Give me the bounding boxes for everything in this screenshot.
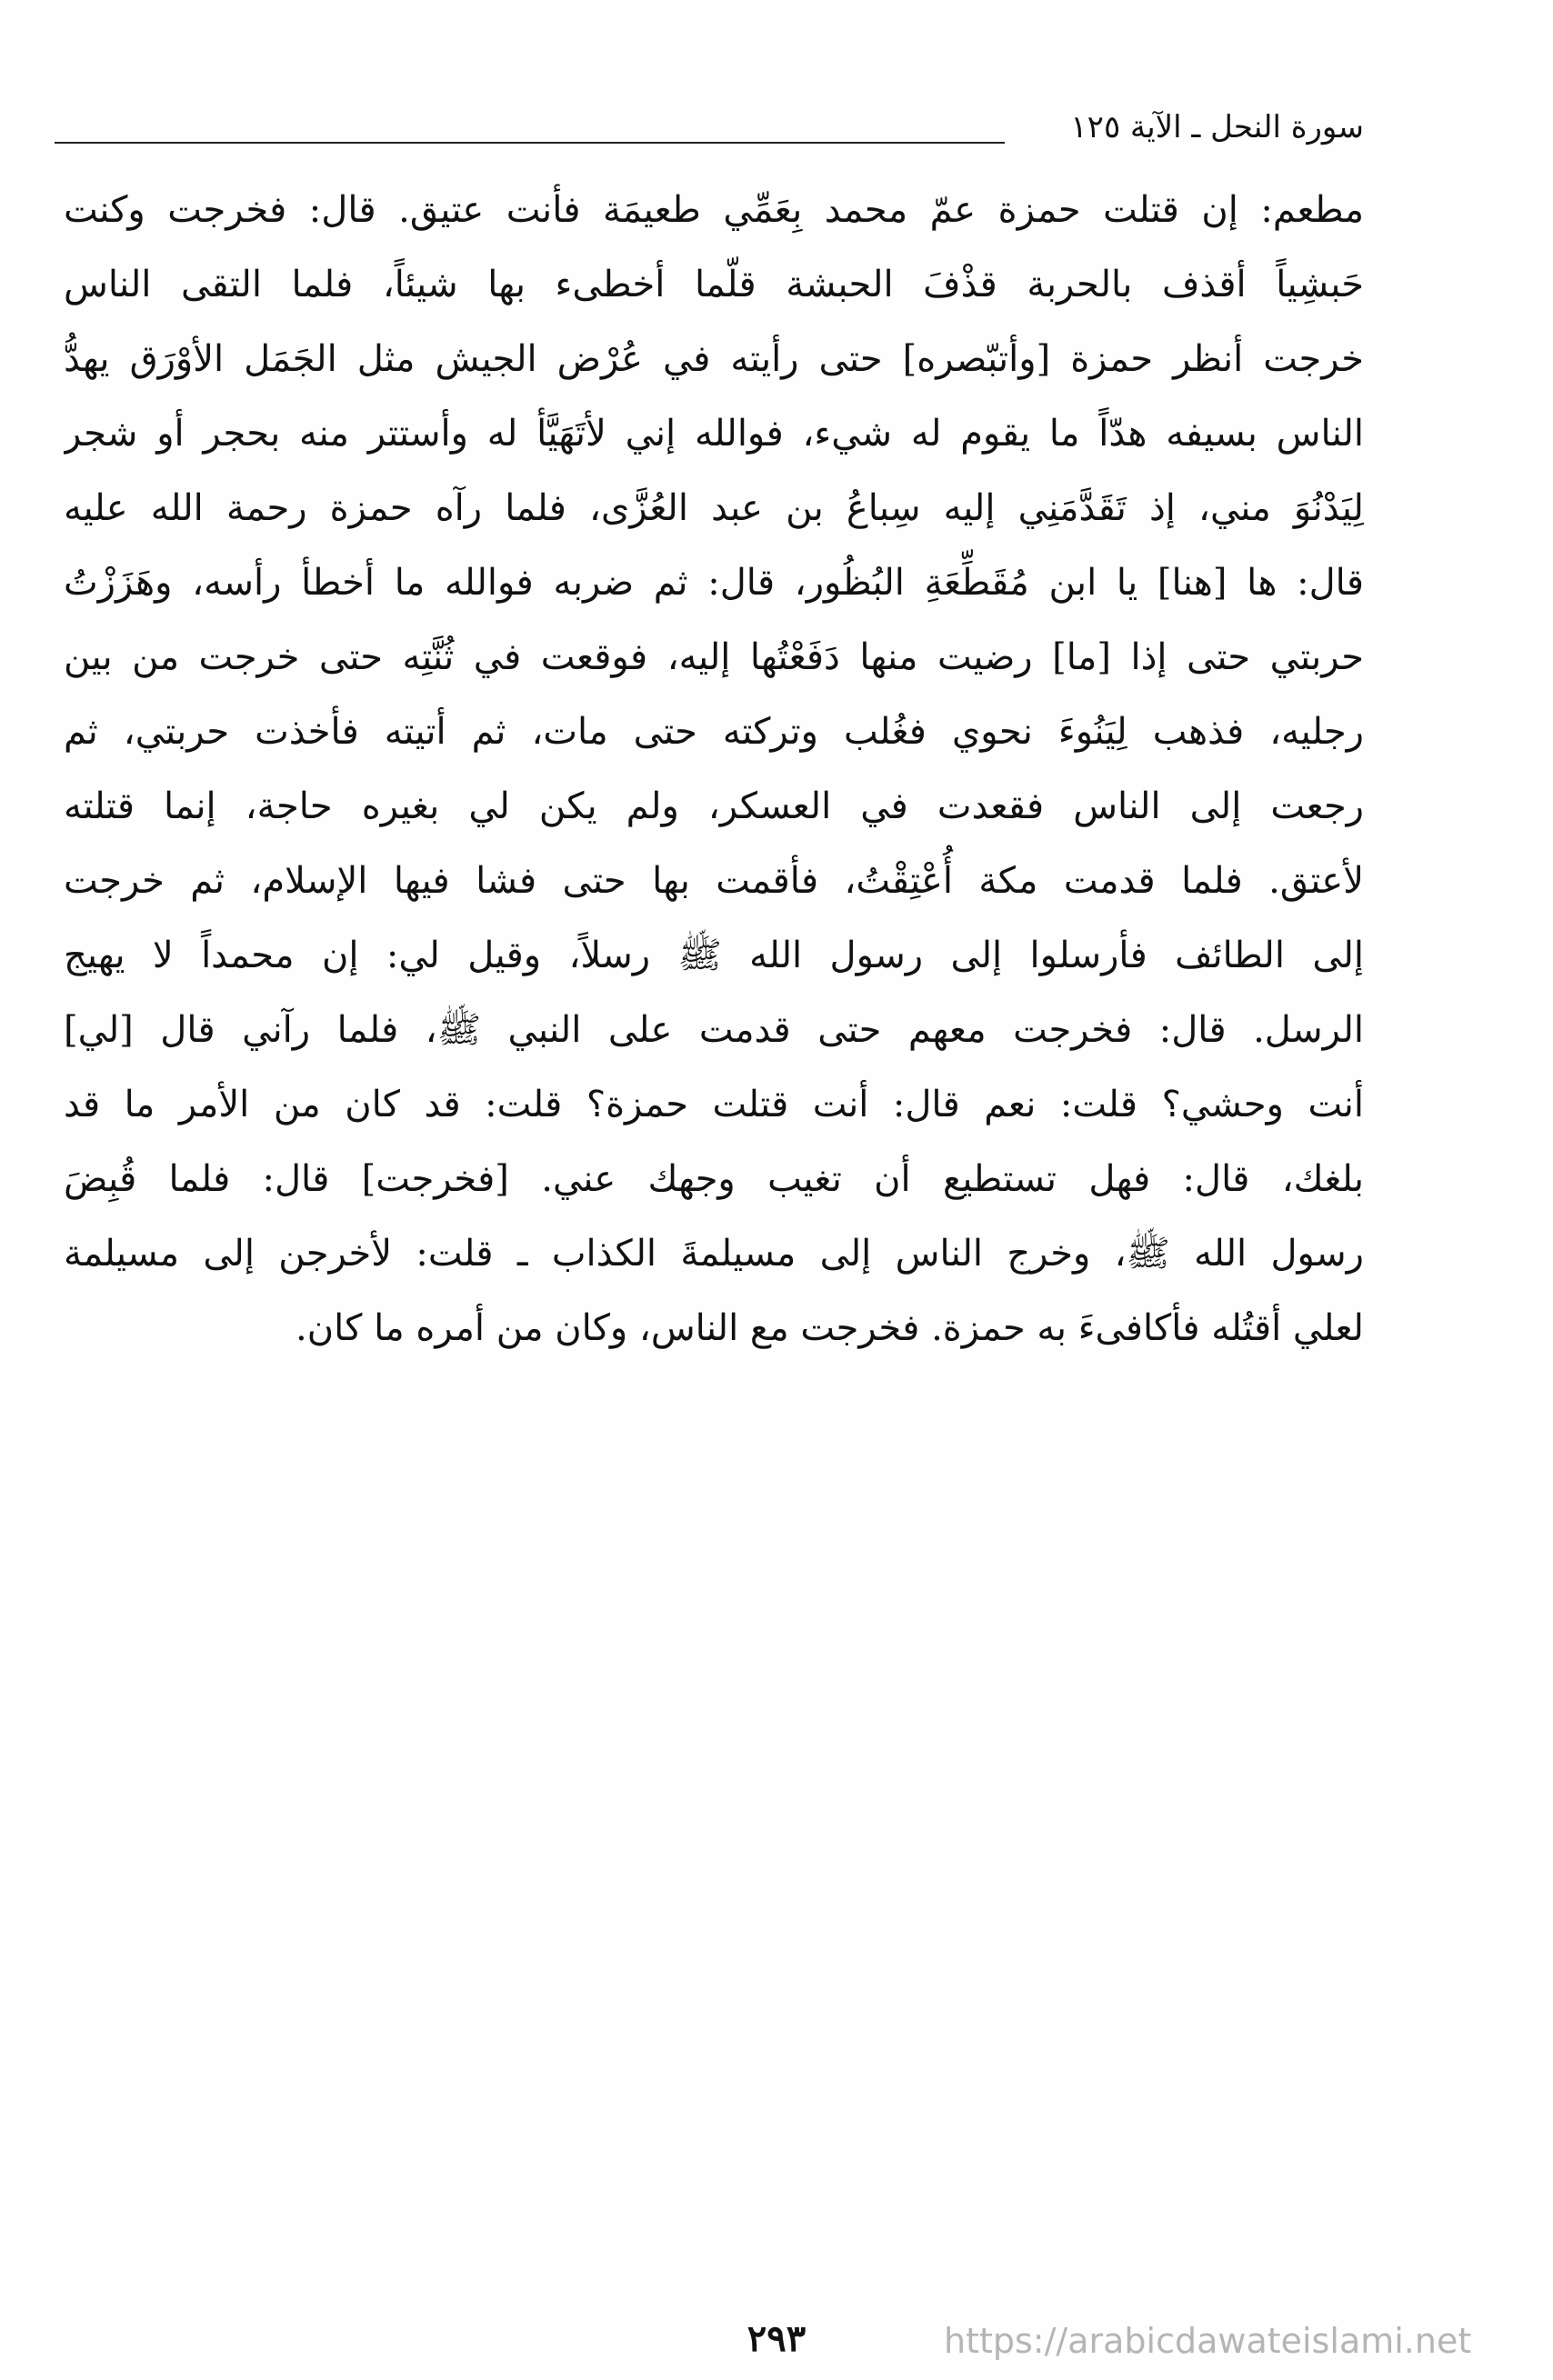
text-line: بلغك، قال: فهل تستطيع أن تغيب وجهك عني. [فخرجت] قال: فلما قُبِضَ	[64, 1158, 1364, 1200]
text-line: لِيَدْنُوَ مني، إذ تَقَدَّمَنِي إليه سِباعُ بن عبد العُزَّى، فلما رآه حمزة رحمة الله عليه	[64, 487, 1364, 529]
page-number: ٢٩٣	[746, 2317, 807, 2360]
text-line: الناس بسيفه هدّاً ما يقوم له شيء، فوالله إني لأتَهَيَّأ له وأستتر منه بحجر أو شجر	[64, 413, 1364, 455]
text-line: لعلي أقتُله فأكافىءَ به حمزة. فخرجت مع الناس، وكان من أمره ما كان.	[296, 1307, 1364, 1349]
header-rule	[55, 142, 1005, 144]
text-line: أنت وحشي؟ قلت: نعم قال: أنت قتلت حمزة؟ قلت: قد كان من الأمر ما قد	[64, 1084, 1364, 1125]
text-line: رجليه، فذهب لِيَنُوءَ نحوي فغُلب وتركته حتى مات، ثم أتيته فأخذت حربتي، ثم	[64, 711, 1364, 753]
text-line: إلى الطائف فأرسلوا إلى رسول الله ﷺ رسلاً، وقيل لي: إن محمداً لا يهيج	[64, 935, 1364, 976]
watermark-url: https://arabicdawateislami.net	[944, 2321, 1472, 2361]
body-text	[64, 173, 1364, 1365]
text-line: الرسل. قال: فخرجت معهم حتى قدمت على النبي ﷺ، فلما رآني قال [لي]	[64, 1009, 1364, 1051]
header-title: سورة النحل ـ الآية ١٢٥	[1070, 109, 1364, 145]
text-line: قال: ها [هنا] يا ابن مُقَطِّعَةِ البُظُور، قال: ثم ضربه فوالله ما أخطأ رأسه، وهَزَزْتُ	[64, 562, 1364, 604]
text-line: حَبشِياً أقذف بالحربة قذْفَ الحبشة قلّما أخطىء بها شيئاً، فلما التقى الناس	[64, 264, 1364, 305]
text-line: مطعم: إن قتلت حمزة عمّ محمد بِعَمِّي طعيمَة فأنت عتيق. قال: فخرجت وكنت	[64, 189, 1364, 231]
text-line: خرجت أنظر حمزة [وأتبّصره] حتى رأيته في عُرْض الجيش مثل الجَمَل الأوْرَق يهدُّ	[64, 338, 1364, 380]
text-line: حربتي حتى إذا [ما] رضيت منها دَفَعْتُها إليه، فوقعت في ثُنَّتِه حتى خرجت من بين	[64, 636, 1364, 678]
text-line: رسول الله ﷺ، وخرج الناس إلى مسيلمةَ الكذاب ـ قلت: لأخرجن إلى مسيلمة	[64, 1233, 1364, 1275]
text-line: رجعت إلى الناس فقعدت في العسكر، ولم يكن لي بغيره حاجة، إنما قتلته	[64, 785, 1364, 827]
running-header	[55, 107, 1364, 162]
text-line: لأعتق. فلما قدمت مكة أُعْتِقْتُ، فأقمت بها حتى فشا فيها الإسلام، ثم خرجت	[64, 860, 1364, 902]
